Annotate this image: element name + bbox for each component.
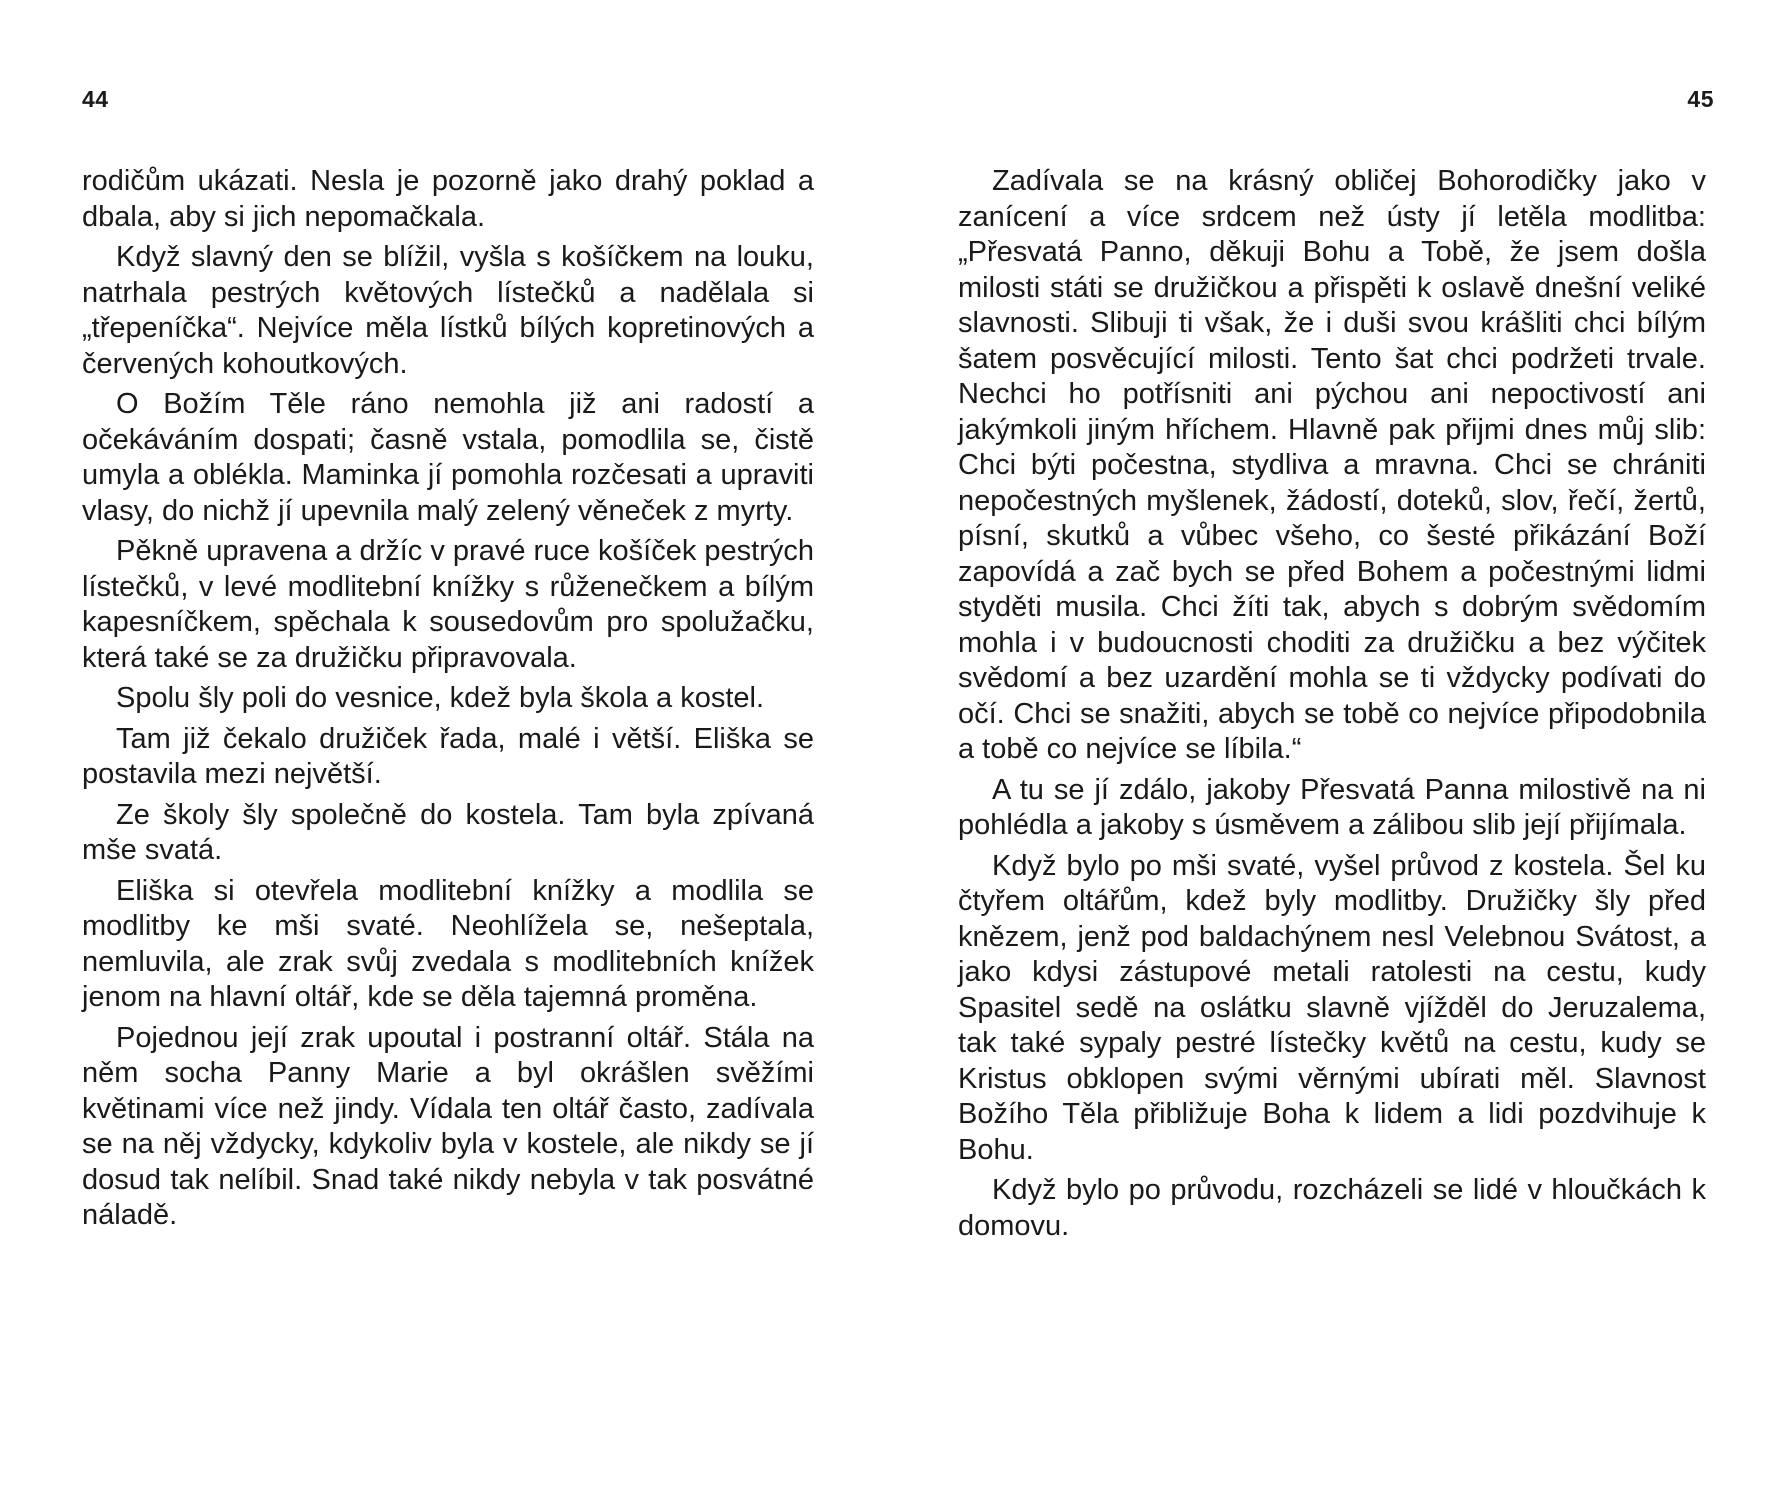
paragraph: Zadívala se na krásný obličej Bohorodičky jako v zanícení a více srdcem než ústy jí letěla modlitba: „Přesvatá Panno, děkuji Bohu a Tobě, že jsem došla milosti státi se družičkou a přispěti k oslavě dnešní veliké slavnosti. Slibuji ti však, že i duši svou krášliti chci bílým šatem posvěcující milosti. Tento šat chci podržeti trvale. Nechci ho potřísniti ani pýchou ani nepoctivostí ani jakýmkoli jiným hříchem. Hlavně pak přijmi dnes můj slib: Chci býti počestna, stydliva a mravna. Chci se chrániti nepočestných myšlenek, žádostí, doteků, slov, řečí, žertů, písní, skutků a vůbec všeho, co šesté přikázání Boží zapovídá a zač bych se před Bohem a počestnými lidmi styděti musila. Chci žíti tak, abych s dobrým svědomím mohla i v budoucnosti choditi za družičku a bez výčitek svědomí a bez uzardění mohla se ti vždycky podívati do očí. Chci se snažiti, abych se tobě co nejvíce připodobnila a tobě co nejvíce se líbila.“: [958, 165, 1706, 765]
page-text: [82, 164, 814, 1239]
paragraph: rodičům ukázati. Nesla je pozorně jako drahý poklad a dbala, aby si jich nepomačkala.: [82, 165, 814, 233]
right-page: [894, 0, 1788, 1500]
paragraph: O Božím Těle ráno nemohla již ani radostí a očekáváním dospati; časně vstala, pomodlila se, čistě umyla a oblékla. Maminka jí pomohla rozčesati a upraviti vlasy, do nichž jí upevnila malý zelený věneček z myrty.: [82, 388, 814, 527]
paragraph: Spolu šly poli do vesnice, kdež byla škola a kostel.: [116, 682, 765, 714]
page-number: 44: [82, 86, 109, 112]
paragraph: A tu se jí zdálo, jakoby Přesvatá Panna milostivě na ni pohlédla a jakoby s úsměvem a zálibou slib její přijímala.: [958, 773, 1706, 841]
page-number: 45: [1687, 86, 1714, 112]
paragraph: Když bylo po průvodu, rozcházeli se lidé v hloučkách k domovu.: [958, 1174, 1706, 1242]
paragraph: Pojednou její zrak upoutal i postranní oltář. Stála na něm socha Panny Marie a byl okrášlen svěžími květinami více než jindy. Vídala ten oltář často, zadívala se na něj vždycky, kdykoliv byla v kostele, ale nikdy se jí dosud tak nelíbil. Snad také nikdy nebyla v tak posvátné náladě.: [82, 1021, 814, 1231]
paragraph: Když slavný den se blížil, vyšla s košíčkem na louku, natrhala pestrých květových lístečků a nadělala si „třepeníčka“. Nejvíce měla lístků bílých kopretinových a červených kohoutkových.: [82, 241, 814, 380]
paragraph: Ze školy šly společně do kostela. Tam byla zpívaná mše svatá.: [82, 798, 814, 866]
paragraph: Eliška si otevřela modlitební knížky a modlila se modlitby ke mši svaté. Neohlížela se, nešeptala, nemluvila, ale zrak svůj zvedala s modlitebních knížek jenom na hlavní oltář, kde se děla tajemná proměna.: [82, 874, 814, 1013]
paragraph: Tam již čekalo družiček řada, malé i větší. Eliška se postavila mezi největší.: [82, 722, 814, 790]
paragraph: Pěkně upravena a držíc v pravé ruce košíček pestrých lístečků, v levé modlitební knížky s růženečkem a bílým kapesníčkem, spěchala k sousedovům pro spolužačku, která také se za družičku připravovala.: [82, 535, 814, 674]
page-text: [958, 164, 1706, 1249]
paragraph: Když bylo po mši svaté, vyšel průvod z kostela. Šel ku čtyřem oltářům, kdež byly modlitby. Družičky šly před knězem, jenž pod baldachýnem nesl Velebnou Svátost, a jako kdysi zástupové metali ratolesti na cestu, kudy Spasitel sedě na oslátku slavně vjížděl do Jeruzalema, tak také sypaly pestré lístečky květů na cestu, kudy se Kristus obklopen svými věrnými ubírati měl. Slavnost Božího Těla přibližuje Boha k lidem a lidi pozdvihuje k Bohu.: [958, 849, 1706, 1166]
